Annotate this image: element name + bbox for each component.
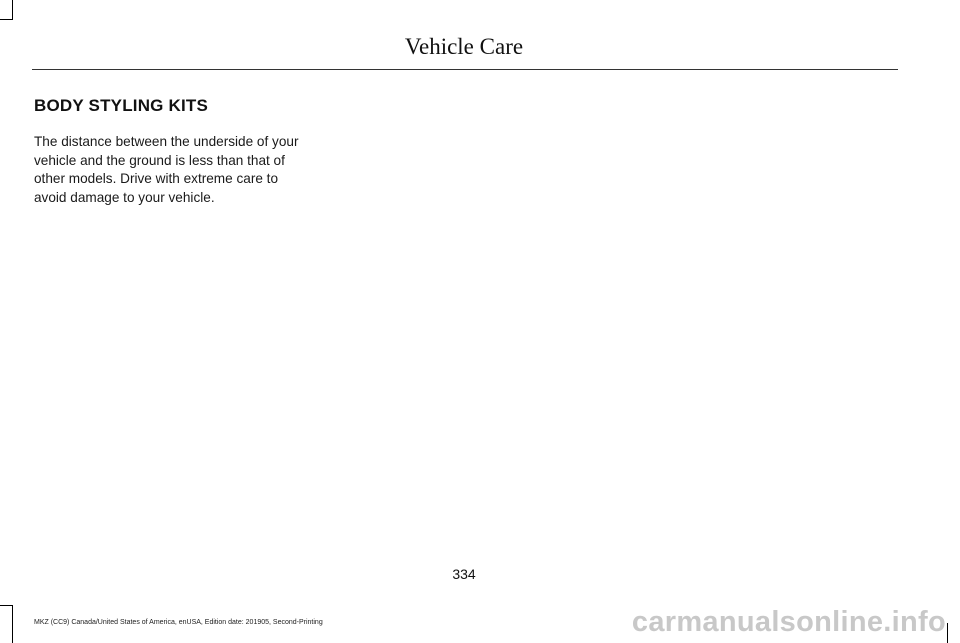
crop-mark-top-left-vertical [12, 0, 13, 19]
crop-mark-bottom-right-vertical [947, 623, 948, 643]
edition-footer: MKZ (CC9) Canada/United States of America, enUSA, Edition date: 201905, Second-Printing [34, 619, 323, 626]
crop-mark-top-left-horizontal [0, 19, 13, 20]
header-divider [32, 69, 898, 70]
crop-mark-bottom-left-vertical [12, 605, 13, 643]
crop-mark-bottom-left-horizontal [0, 605, 13, 606]
watermark-logo: carmanualsonline.info [631, 606, 946, 638]
page-number: 334 [452, 566, 476, 582]
page-header-title: Vehicle Care [404, 34, 524, 59]
section-paragraph: The distance between the underside of your vehicle and the ground is less than that of other models. Drive with extreme care to avoid damage to your vehicle. [34, 134, 299, 205]
section-heading: BODY STYLING KITS [34, 96, 209, 115]
